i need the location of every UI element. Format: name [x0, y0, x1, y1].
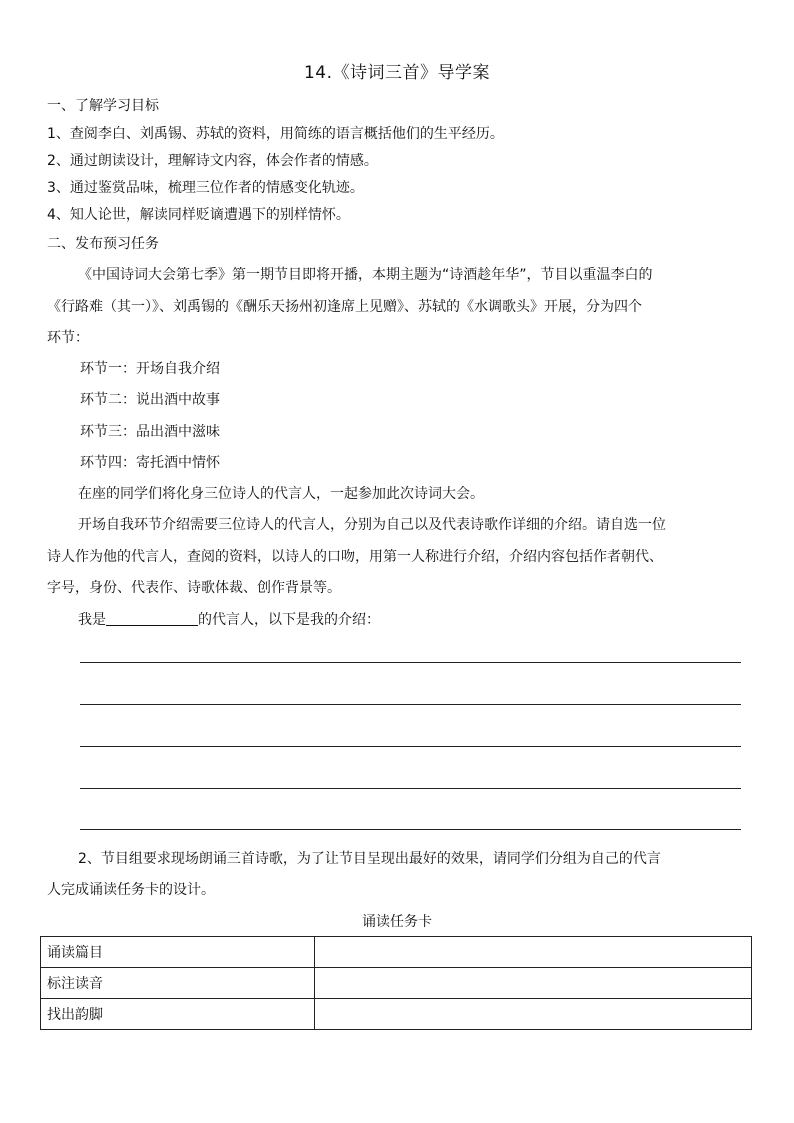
table-row-label: 找出韵脚 — [41, 999, 315, 1030]
task1-paragraph-line: 开场自我环节介绍需要三位诗人的代言人，分别为自己以及代表诗歌作详细的介绍。请自选一位 — [78, 517, 666, 533]
segment-item: 环节二：说出酒中故事 — [80, 392, 220, 408]
intro-paragraph-line: 环节： — [47, 330, 89, 346]
segment-item: 环节一：开场自我介绍 — [80, 361, 220, 377]
intro-paragraph-line: 《行路难（其一）》、刘禹锡的《酬乐天扬州初逢席上见赠》、苏轼的《水调歌头》开展，分为四个 — [47, 299, 642, 315]
page-title: 14.《诗词三首》导学案 — [303, 63, 491, 83]
segment-item: 环节四：寄托酒中情怀 — [80, 455, 220, 471]
table-row-value[interactable] — [315, 999, 752, 1030]
writing-line[interactable] — [80, 746, 741, 747]
task2-paragraph-line: 2、节目组要求现场朗诵三首诗歌，为了让节目呈现出最好的效果，请同学们分组为自己的代言 — [78, 851, 661, 867]
writing-line[interactable] — [80, 662, 741, 663]
reading-task-card-table — [40, 936, 752, 1030]
section1-heading: 一、了解学习目标 — [47, 98, 159, 114]
objective-item: 2、通过朗读设计，理解诗文内容，体会作者的情感。 — [47, 153, 378, 169]
fill-suffix: 的代言人，以下是我的介绍： — [198, 612, 380, 628]
table-row — [41, 999, 752, 1030]
invite-text: 在座的同学们将化身三位诗人的代言人，一起参加此次诗词大会。 — [78, 486, 484, 502]
task-card-title: 诵读任务卡 — [362, 914, 432, 930]
task1-paragraph-line: 诗人作为他的代言人，查阅的资料，以诗人的口吻，用第一人称进行介绍，介绍内容包括作者朝代、 — [47, 549, 663, 565]
writing-line[interactable] — [80, 704, 741, 705]
section2-heading: 二、发布预习任务 — [47, 236, 159, 252]
task1-paragraph-line: 字号，身份、代表作、诗歌体裁、创作背景等。 — [47, 580, 341, 596]
fill-prefix: 我是 — [78, 612, 106, 628]
objective-item: 1、查阅李白、刘禹锡、苏轼的资料，用简练的语言概括他们的生平经历。 — [47, 126, 504, 142]
table-row — [41, 968, 752, 999]
intro-paragraph-line: 《中国诗词大会第七季》第一期节目即将开播，本期主题为“诗酒趁年华”，节目以重温李白的 — [78, 267, 653, 283]
objective-item: 4、知人论世，解读同样贬谪遭遇下的别样情怀。 — [47, 207, 350, 223]
table-row-value[interactable] — [315, 937, 752, 968]
writing-line[interactable] — [80, 829, 741, 830]
task2-paragraph-line: 人完成诵读任务卡的设计。 — [47, 882, 215, 898]
writing-line[interactable] — [80, 788, 741, 789]
segment-item: 环节三：品出酒中滋味 — [80, 424, 220, 440]
table-row-label: 标注读音 — [41, 968, 315, 999]
table-row-label: 诵读篇目 — [41, 937, 315, 968]
table-row — [41, 937, 752, 968]
objective-item: 3、通过鉴赏品味，梳理三位作者的情感变化轨迹。 — [47, 180, 364, 196]
fill-blank[interactable] — [106, 611, 198, 626]
fill-in-sentence — [78, 610, 380, 630]
table-row-value[interactable] — [315, 968, 752, 999]
